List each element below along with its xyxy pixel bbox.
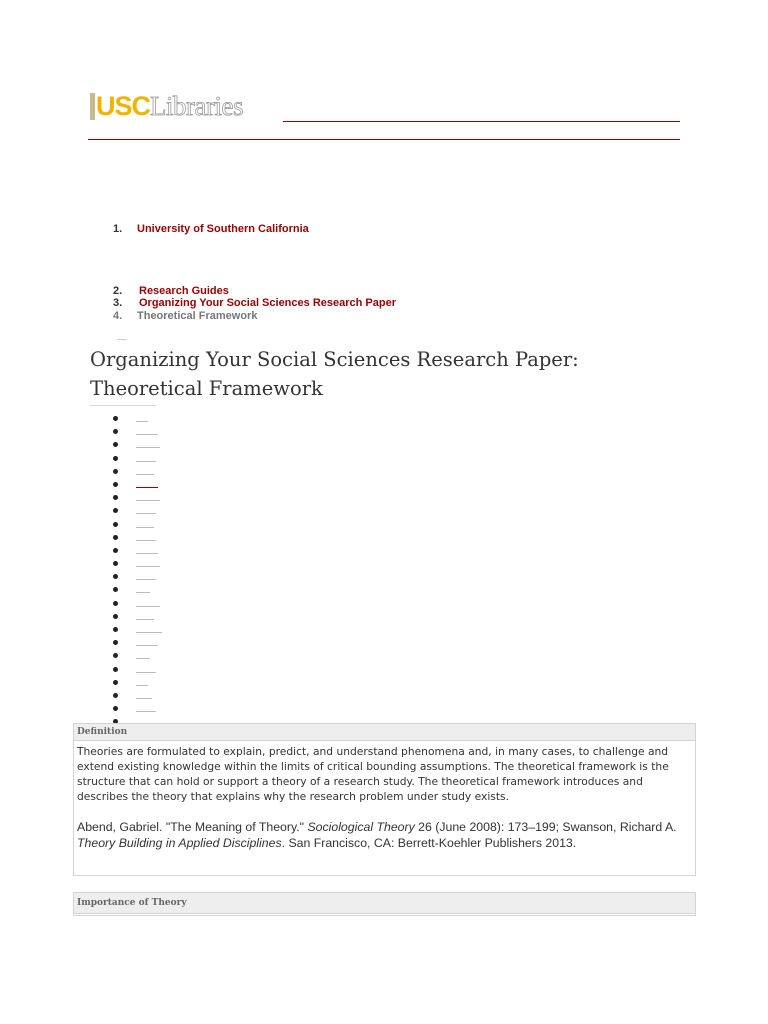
citation-text: 26 (June 2008): 173–199; Swanson, Richard A. bbox=[414, 820, 677, 834]
guide-nav-item-label[interactable] bbox=[136, 434, 158, 435]
search-placeholder-mark bbox=[117, 339, 127, 340]
guide-nav-item-label[interactable] bbox=[136, 461, 156, 462]
bullet-icon bbox=[113, 706, 118, 711]
citation-journal: Sociological Theory bbox=[307, 820, 415, 834]
citation-text: . San Francisco, CA: Berrett-Koehler Publishers 2013. bbox=[281, 836, 577, 850]
definition-text: Theories are formulated to explain, predict, and understand phenomena and, in many cases, to challenge and extend existing knowledge within the limits of critical bounding assumptions. The theoretical framework is the structure that can hold or support a theory of a research study. The theoretical framework introduces and describes the theory that explains why the research problem under study exists. bbox=[77, 745, 669, 803]
logo-libraries-text: Libraries bbox=[150, 91, 243, 121]
importance-box bbox=[73, 892, 696, 916]
bullet-icon bbox=[113, 508, 118, 513]
bullet-icon bbox=[113, 587, 118, 592]
header-rule-top bbox=[283, 121, 680, 122]
bullet-icon bbox=[113, 469, 118, 474]
guide-nav-item-label[interactable] bbox=[136, 685, 148, 686]
bullet-icon bbox=[113, 627, 118, 632]
bullet-icon bbox=[113, 535, 118, 540]
guide-nav-item-label[interactable] bbox=[136, 500, 160, 501]
breadcrumb-number: 4. bbox=[113, 310, 123, 322]
guide-nav-item-label[interactable] bbox=[136, 658, 150, 659]
guide-nav-item-label[interactable] bbox=[136, 513, 156, 514]
guide-nav-item-label[interactable] bbox=[136, 540, 156, 541]
bullet-icon bbox=[113, 680, 118, 685]
guide-nav-item-label[interactable] bbox=[136, 606, 160, 607]
logo-bar bbox=[90, 93, 95, 120]
breadcrumb-link-usc[interactable]: University of Southern California bbox=[137, 223, 309, 235]
breadcrumb-number: 1. bbox=[113, 223, 123, 235]
bullet-icon bbox=[113, 482, 118, 487]
bullet-icon bbox=[113, 640, 118, 645]
bullet-icon bbox=[113, 561, 118, 566]
bullet-icon bbox=[113, 601, 118, 606]
guide-nav-item-label[interactable] bbox=[136, 527, 154, 528]
citation-text: Abend, Gabriel. "The Meaning of Theory." bbox=[77, 820, 308, 834]
guide-nav-item-label[interactable] bbox=[136, 619, 154, 620]
guide-nav-item-label[interactable] bbox=[136, 711, 156, 712]
guide-nav-item-label[interactable] bbox=[136, 487, 158, 488]
bullet-icon bbox=[113, 614, 118, 619]
breadcrumb-link-research-guides[interactable]: Research Guides bbox=[139, 285, 229, 297]
header-rule-bottom bbox=[88, 139, 680, 140]
importance-heading: Importance of Theory bbox=[74, 893, 695, 914]
guide-nav-item-label[interactable] bbox=[136, 698, 152, 699]
definition-box bbox=[73, 723, 696, 876]
bullet-icon bbox=[113, 667, 118, 672]
bullet-icon bbox=[113, 416, 118, 421]
guide-nav-item-label[interactable] bbox=[136, 645, 158, 646]
usc-libraries-logo[interactable] bbox=[90, 90, 243, 122]
bullet-icon bbox=[113, 442, 118, 447]
breadcrumb-number: 3. bbox=[113, 297, 123, 309]
bullet-icon bbox=[113, 456, 118, 461]
guide-nav-item-label[interactable] bbox=[136, 447, 160, 448]
guide-nav-item-label[interactable] bbox=[136, 672, 156, 673]
bullet-icon bbox=[113, 653, 118, 658]
bullet-icon bbox=[113, 429, 118, 434]
definition-heading: Definition bbox=[74, 724, 695, 741]
bullet-icon bbox=[113, 495, 118, 500]
page-title: Organizing Your Social Sciences Research Paper: Theoretical Framework bbox=[90, 348, 579, 400]
logo-usc-text: USC bbox=[96, 91, 151, 121]
bullet-icon bbox=[113, 522, 118, 527]
bullet-icon bbox=[113, 693, 118, 698]
citation-book: Theory Building in Applied Disciplines bbox=[77, 836, 282, 850]
guide-nav-item-label[interactable] bbox=[136, 474, 154, 475]
title-subline bbox=[90, 405, 156, 406]
guide-nav-item-label[interactable] bbox=[136, 579, 156, 580]
guide-nav-item-label[interactable] bbox=[136, 566, 160, 567]
bullet-icon bbox=[113, 574, 118, 579]
breadcrumb-current-page: Theoretical Framework bbox=[137, 310, 258, 322]
guide-nav-item-label[interactable] bbox=[136, 592, 150, 593]
guide-nav-item-label[interactable] bbox=[136, 421, 148, 422]
guide-nav-item-label[interactable] bbox=[136, 553, 158, 554]
bullet-icon bbox=[113, 548, 118, 553]
guide-nav-item-label[interactable] bbox=[136, 632, 162, 633]
breadcrumb-link-guide[interactable]: Organizing Your Social Sciences Research Paper bbox=[139, 297, 396, 309]
breadcrumb-number: 2. bbox=[113, 285, 123, 297]
definition-citation bbox=[77, 819, 691, 851]
